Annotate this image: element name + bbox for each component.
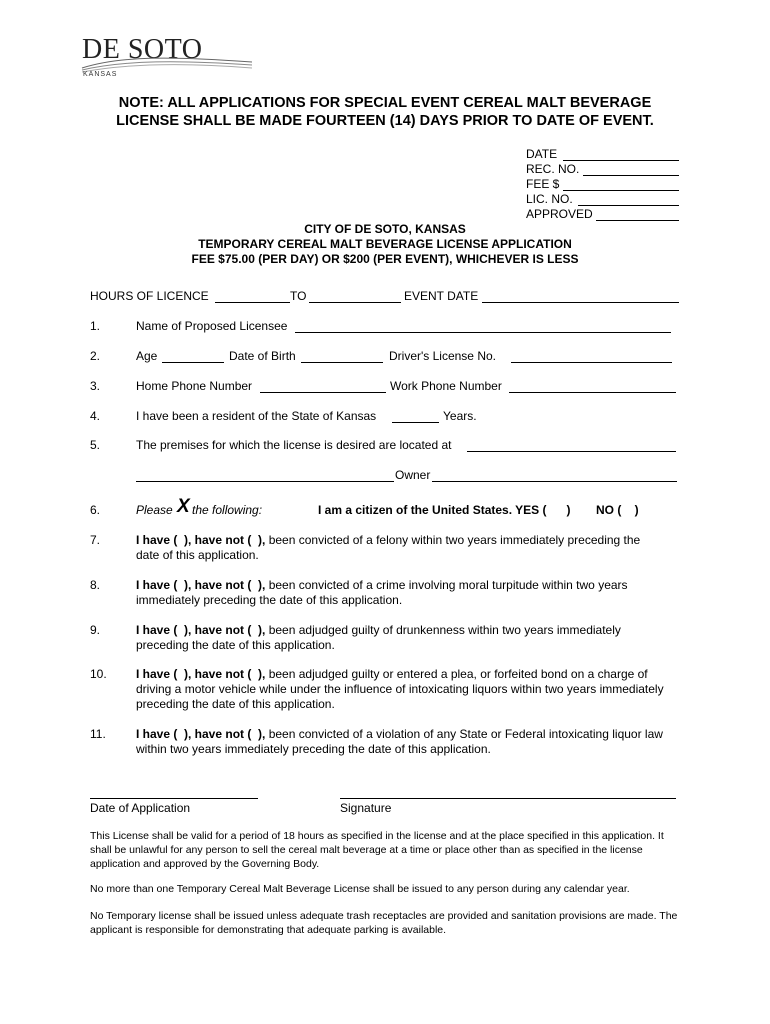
- note-line-1: NOTE: ALL APPLICATIONS FOR SPECIAL EVENT CEREAL MALT BEVERAGE: [118, 95, 652, 111]
- signature-field[interactable]: [340, 798, 676, 799]
- office-approved-label: APPROVED: [526, 207, 593, 221]
- age-label: Age: [136, 349, 158, 363]
- hours-to-field[interactable]: [309, 302, 401, 303]
- validity-paragraph: This License shall be valid for a period of 18 hours as specified in the license and at the place specified in this application. It shall be unlawful for any person to sell the cereal malt beverage at a time or place other than as specified in the license application and approved by the Governing Body.: [90, 830, 664, 870]
- dob-field[interactable]: [301, 362, 383, 363]
- item-number: 11.: [90, 727, 106, 741]
- statement-text: been convicted of a crime involving moral turpitude within two years immediately preceding the date of this application.: [136, 578, 628, 607]
- statement-text: been adjudged guilty or entered a plea, or forfeited bond on a charge of driving a motor vehicle while under the influence of intoxicating liquors within two years immediately preceding the date of this application.: [136, 667, 664, 711]
- drunkenness-statement[interactable]: [136, 623, 666, 653]
- office-fee-field[interactable]: [563, 190, 679, 191]
- item-number: 1.: [90, 319, 101, 333]
- office-rec-no-field[interactable]: [583, 175, 679, 176]
- statement-text: been convicted of a violation of any State or Federal intoxicating liquor law within two years immediately preceding the date of this application.: [136, 727, 663, 756]
- citizen-yes-checkbox[interactable]: I am a citizen of the United States. YES ( ): [318, 503, 571, 517]
- owner-label: Owner: [395, 468, 431, 482]
- signature-label: Signature: [340, 801, 392, 815]
- liquor-law-statement[interactable]: [136, 727, 666, 757]
- premises-location-field[interactable]: [467, 451, 676, 452]
- limit-paragraph: No more than one Temporary Cereal Malt Beverage License shall be issued to any person during any calendar year.: [90, 883, 630, 895]
- office-fee-label: FEE $: [526, 177, 560, 191]
- office-rec-no-label: REC. NO.: [526, 162, 580, 176]
- please-label: Please: [136, 503, 173, 517]
- licensee-name-label: Name of Proposed Licensee: [136, 319, 288, 333]
- premises-location-field-2[interactable]: [136, 481, 394, 482]
- event-date-label: EVENT DATE: [404, 289, 479, 303]
- item-number: 7.: [90, 533, 101, 547]
- item-number: 2.: [90, 349, 101, 363]
- statement-choice[interactable]: I have ( ), have not ( ),: [136, 623, 266, 637]
- premises-label: The premises for which the license is desired are located at: [136, 438, 452, 452]
- statement-text: been adjudged guilty of drunkenness within two years immediately preceding the date of this application.: [136, 623, 621, 652]
- work-phone-field[interactable]: [509, 392, 676, 393]
- office-approved-field[interactable]: [596, 220, 679, 221]
- felony-statement[interactable]: [136, 533, 666, 563]
- office-date-field[interactable]: [563, 160, 679, 161]
- logo-title: DE SOTO: [82, 34, 203, 65]
- x-mark: X: [177, 496, 190, 517]
- hours-from-field[interactable]: [215, 302, 290, 303]
- item-number: 4.: [90, 409, 101, 423]
- home-phone-label: Home Phone Number: [136, 379, 253, 393]
- item-number: 3.: [90, 379, 101, 393]
- citizen-no-checkbox[interactable]: NO ( ): [596, 503, 639, 517]
- moral-turpitude-statement[interactable]: [136, 578, 666, 608]
- office-lic-no-label: LIC. NO.: [526, 192, 573, 206]
- licensee-name-field[interactable]: [295, 332, 671, 333]
- city-heading: CITY OF DE SOTO, KANSAS: [304, 222, 466, 236]
- age-field[interactable]: [162, 362, 224, 363]
- fee-heading: FEE $75.00 (PER DAY) OR $200 (PER EVENT), WHICHEVER IS LESS: [191, 252, 579, 266]
- drivers-license-label: Driver's License No.: [389, 349, 496, 363]
- home-phone-field[interactable]: [260, 392, 386, 393]
- statement-text: been convicted of a felony within two years immediately preceding the date of this application.: [136, 533, 641, 562]
- item-number: 6.: [90, 503, 101, 517]
- statement-choice[interactable]: I have ( ), have not ( ),: [136, 667, 266, 681]
- event-date-field[interactable]: [482, 302, 679, 303]
- owner-field[interactable]: [432, 481, 677, 482]
- item-number: 5.: [90, 438, 101, 452]
- statement-choice[interactable]: I have ( ), have not ( ),: [136, 727, 266, 741]
- item-number: 9.: [90, 623, 101, 637]
- form-title: TEMPORARY CEREAL MALT BEVERAGE LICENSE APPLICATION: [198, 237, 572, 251]
- hours-label: HOURS OF LICENCE: [90, 289, 209, 303]
- logo-state: KANSAS: [83, 71, 118, 78]
- date-of-application-label: Date of Application: [90, 801, 191, 815]
- note-line-2: LICENSE SHALL BE MADE FOURTEEN (14) DAYS PRIOR TO DATE OF EVENT.: [116, 113, 654, 129]
- residency-label: I have been a resident of the State of Kansas: [136, 409, 377, 423]
- statement-choice[interactable]: I have ( ), have not ( ),: [136, 578, 266, 592]
- hours-to-label: TO: [290, 289, 307, 303]
- office-lic-no-field[interactable]: [578, 205, 679, 206]
- sanitation-paragraph: No Temporary license shall be issued unless adequate trash receptacles are provided and sanitation provisions are made. The applicant is responsible for demonstrating that adequate parking is available.: [90, 910, 678, 936]
- residency-years-label: Years.: [443, 409, 477, 423]
- date-of-application-field[interactable]: [90, 798, 258, 799]
- office-date-label: DATE: [526, 147, 558, 161]
- work-phone-label: Work Phone Number: [390, 379, 502, 393]
- drivers-license-field[interactable]: [511, 362, 672, 363]
- dui-statement[interactable]: [136, 667, 666, 712]
- following-label: the following:: [192, 503, 263, 517]
- item-number: 8.: [90, 578, 101, 592]
- dob-label: Date of Birth: [229, 349, 296, 363]
- residency-years-field[interactable]: [392, 422, 439, 423]
- item-number: 10.: [90, 667, 107, 681]
- statement-choice[interactable]: I have ( ), have not ( ),: [136, 533, 266, 547]
